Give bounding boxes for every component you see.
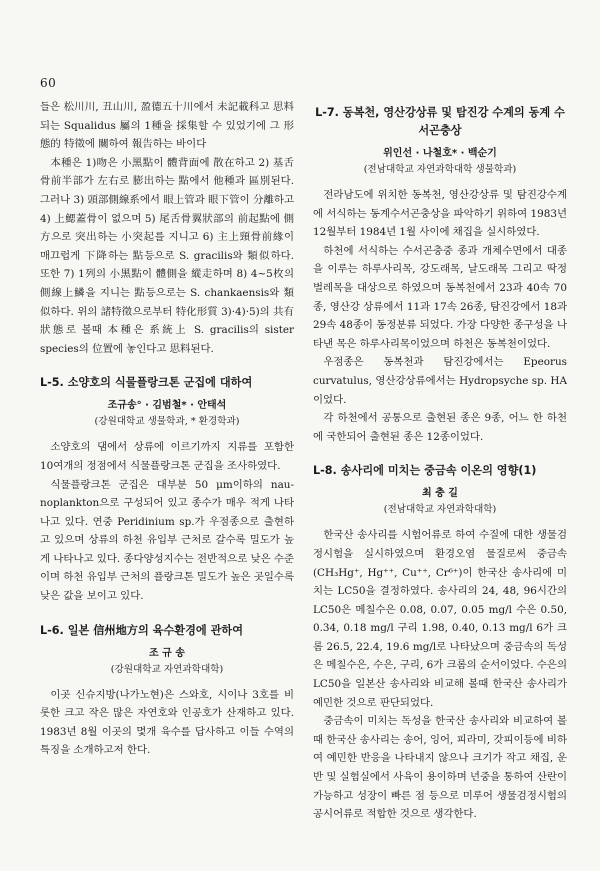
section-l6-title: L-6. 일본 信州地方의 육수환경에 관하여 xyxy=(40,623,244,637)
section-l7-affiliation: (전남대학교 자연과학대학 생물학과) xyxy=(363,164,517,175)
section-l7-title: L-7. 동복천, 영산강상류 및 탐진강 수계의 동계 수서곤충상 xyxy=(315,106,565,137)
section-l8-affiliation: (전남대학교 자연과학대학) xyxy=(383,504,497,516)
section-l7-authors: 위인선 · 나철호* · 백순기 xyxy=(383,148,497,159)
section-l7-paragraph: 전라남도에 위치한 동복천, 영산강상류 및 탐진강수계에 서식하는 동계수서곤충상을 파악하기 위하여 1983년 12월부터 1984년 1월 사이에 채집을 실시하였다. xyxy=(313,189,567,239)
section-l7-paragraph: 각 하천에서 공통으로 출현된 종은 9종, 어느 한 하천에 국한되어 출현된 종은 12종이었다. xyxy=(313,412,567,443)
section-l6-authors: 조 규 송 xyxy=(149,647,185,659)
section-l7-paragraph: 우점종은 동복천과 탐진강에서는 Epeorus curvatulus, 영산강상류에서는 Hydropsyche sp. HA이었다. xyxy=(313,356,567,406)
right-column xyxy=(313,98,567,824)
section-l5-paragraph: 소양호의 댐에서 상류에 이르기까지 지류를 포함한 10여개의 정점에서 식물플랑크톤 군집을 조사하였다. xyxy=(40,441,294,472)
section-l8-authors: 최 충 길 xyxy=(422,488,458,500)
continuation-paragraph: 들은 松川川, 丑山川, 盈德五十川에서 未記載科고 思料되는 Squalidus 屬의 1種을 採集할 수 있었기에 그 形態的 特徵에 關하여 報告하는 바이다 xyxy=(40,101,294,151)
section-l8-paragraph: 중금속이 미치는 독성을 한국산 송사리와 비교하여 볼때 한국산 송사리는 송어, 잉어, 피라미, 갓피이등에 비하여 예민한 반응을 나타내지 않으나 크기가 작고 채집, 운반 및 실험실에서 사육이 용이하며 년중을 통하여 산란이 가능하고 성장이 빠른 점 등으로 미루어 생물검정시험의 공시어류로 적합한 것으로 생각한다. xyxy=(313,715,567,821)
section-l5-affiliation: (강원대학교 생물학과, * 환경학과) xyxy=(94,416,240,428)
section-l6-paragraph: 이곳 신슈지방(나가노현)은 스와호, 시이나 3호를 비롯한 크고 작은 많은 자연호와 인공호가 산재하고 있다. 1983년 8월 이곳의 몇개 육수를 답사하고 이들 수역의 특징을 소개하고저 한다. xyxy=(40,688,294,757)
section-l7-paragraph: 하천에 서식하는 수서곤충중 종과 개체수면에서 대종을 이루는 하루사리목, 강도래목, 날도래목 그리고 딱정벌레목을 대상으로 하였으며 동복천에서 23과 40속 70종, 영산강 상류에서 11과 17속 26종, 탐진강에서 18과 29속 48종이 동정분류 되었다. 가장 다양한 종구성을 나타낸 목은 하루사리목이었으며 하천은 동복천이었다. xyxy=(313,244,567,350)
section-l8-paragraph: 한국산 송사리를 시험어류로 하여 수질에 대한 생물검정시험을 실시하였으며 환경오염 물질로써 중금속(CH₃Hg⁺, Hg⁺⁺, Cu⁺⁺, Cr⁶⁺)이 한국산 송사리에 미치는 LC50을 결정하였다. 송사리의 24, 48, 96시간의 LC50은 메칠수은 0.08, 0.07, 0.05 mg/l 수은 0.50, 0.34, 0.18 mg/l 구리 1.98, 0.40, 0.13 mg/l 6가 크롬 26.5, 22.4, 19.6 mg/l로 나타났으며 중금속의 독성은 메칠수은, 수은, 구리, 6가 크롬의 순서이었다. 수은의 LC50을 일본산 송사리와 비교해 볼때 한국산 송사리가 예민한 것으로 판단되었다. xyxy=(313,529,567,709)
section-l6-affiliation: (강원대학교 자연과학대학) xyxy=(110,663,224,675)
page-number: 60 xyxy=(40,76,57,90)
section-l8-title: L-8. 송사리에 미치는 중금속 이온의 영향(1) xyxy=(313,464,537,478)
continuation-paragraph-2: 本種은 1)吻은 小黑點이 體背面에 散在하고 2) 基舌骨前半部가 左右로 膨出하는 點에서 他種과 區別된다. 그러나 3) 頭部側線系에서 眼上管과 眼下管이 分離하고 4) 上鰓蓋骨이 없으며 5) 尾舌骨翼狀部의 前起點에 側方으로 突出하는 小突起를 지니고 6) 主上頸骨前緣이 매끄럽게 下降하는 點등으로 S. gracilis와 類似하다. 또한 7) 1列의 小黑點이 體側을 縱走하며 8) 4~5枚의 側線上鱗을 지니는 點등으로는 S. chankaensis와 類似하다. 위의 諸特徵으로부터 特化形質 3)·4)·5)의 共有狀態로 볼때 本種은 系統上 S. gracilis의 sister species의 位置에 놓인다고 思料된다. xyxy=(40,156,294,355)
section-l5-title: L-5. 소양호의 식물플랑크톤 군집에 대하여 xyxy=(40,376,253,390)
left-column xyxy=(40,98,294,760)
section-l5-paragraph: 식물플랑크톤 군집은 대부분 50 μm이하의 nau-noplankton으로 구성되어 있고 종수가 매우 적게 나타나고 있다. 연중 Peridinium sp.가 우점종으로 출현하고 있으며 상류의 하천 유입부 근처로 갈수록 밀도가 높게 나타나고 있다. 종다양성지수는 전반적으로 낮은 수준이며 하천 유입부 근처의 플랑크톤 밀도가 높은 곳일수록 낮은 값을 보이고 있다. xyxy=(40,478,294,603)
section-l5-authors: 조규송° · 김범철* · 안태석 xyxy=(107,400,227,412)
